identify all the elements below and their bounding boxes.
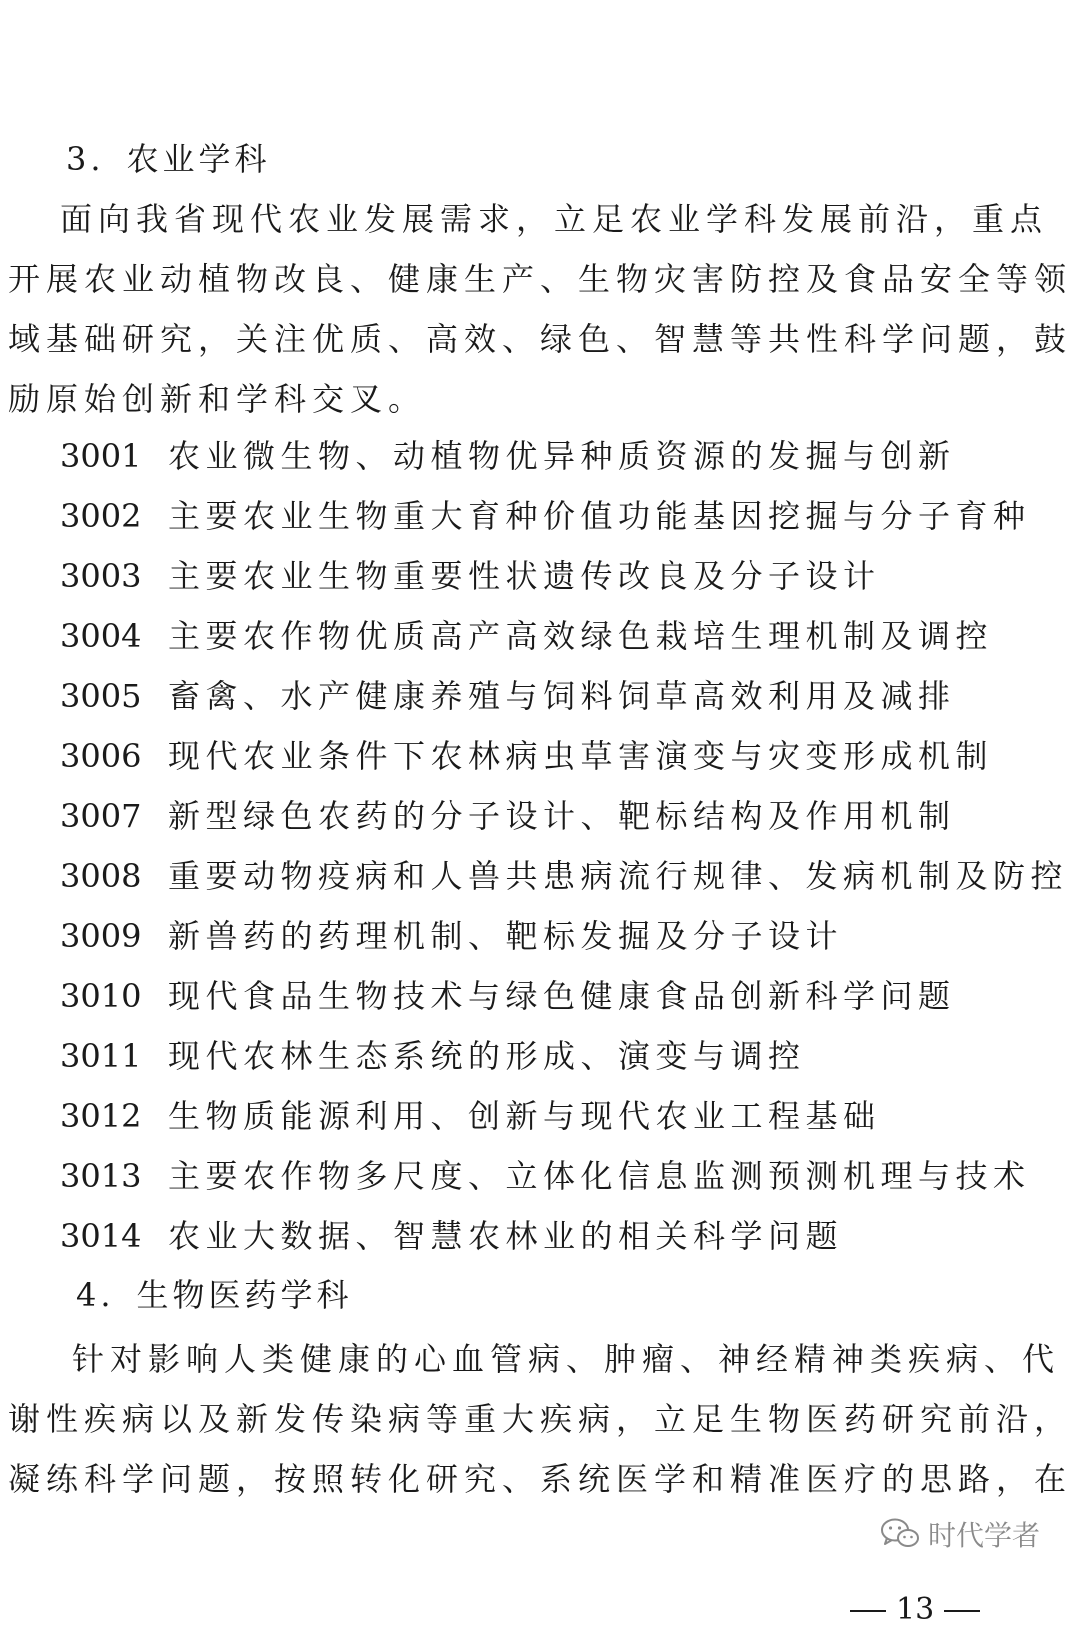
item-code: 3007 (60, 797, 142, 835)
page-number (840, 1592, 990, 1627)
list-item (60, 852, 1068, 900)
item-code: 3012 (60, 1097, 142, 1135)
section-4-paragraph-line: 谢性疾病以及新发传染病等重大疾病，立足生物医药研究前沿， (8, 1400, 1073, 1438)
item-text: 现代食品生物技术与绿色健康食品创新科学问题 (168, 977, 956, 1015)
list-item (60, 792, 956, 840)
page-number-dash-right (944, 1610, 980, 1612)
list-item (60, 1092, 881, 1140)
section-3-paragraph-line: 励原始创新和学科交叉。 (8, 380, 427, 418)
list-item (60, 732, 993, 780)
item-code: 3011 (60, 1037, 142, 1075)
list-item (60, 612, 993, 660)
section-3-paragraph-line: 开展农业动植物改良、健康生产、生物灾害防控及食品安全等领 (8, 260, 1073, 298)
item-text: 畜禽、水产健康养殖与饲料饲草高效利用及减排 (168, 677, 956, 715)
list-item (60, 492, 1031, 540)
section-3-title: 农业学科 (126, 140, 271, 178)
list-item (60, 1152, 1031, 1200)
list-item (60, 1032, 806, 1080)
list-item (60, 672, 956, 720)
item-code: 3014 (60, 1217, 142, 1255)
item-code: 3006 (60, 737, 142, 775)
item-code: 3013 (60, 1157, 142, 1195)
item-code: 3004 (60, 617, 142, 655)
item-text: 主要农业生物重大育种价值功能基因挖掘与分子育种 (168, 497, 1031, 535)
section-4-title: 生物医药学科 (136, 1276, 353, 1314)
item-code: 3005 (60, 677, 142, 715)
item-code: 3002 (60, 497, 142, 535)
item-text: 新兽药的药理机制、靶标发掘及分子设计 (168, 917, 844, 955)
page-number-dash-left (850, 1610, 886, 1612)
item-text: 主要农作物优质高产高效绿色栽培生理机制及调控 (168, 617, 994, 655)
section-4-paragraph-line: 针对影响人类健康的心血管病、肿瘤、神经精神类疾病、代 (72, 1340, 1061, 1378)
item-code: 3001 (60, 437, 142, 475)
item-code: 3010 (60, 977, 142, 1015)
item-code: 3008 (60, 857, 142, 895)
watermark (880, 1512, 1040, 1556)
list-item (60, 1212, 843, 1260)
item-text: 农业大数据、智慧农林业的相关科学问题 (168, 1217, 844, 1255)
section-3-paragraph-line: 面向我省现代农业发展需求，立足农业学科发展前沿，重点 (60, 200, 1049, 238)
item-text: 农业微生物、动植物优异种质资源的发掘与创新 (168, 437, 956, 475)
item-text: 现代农业条件下农林病虫草害演变与灾变形成机制 (168, 737, 994, 775)
list-item (60, 912, 843, 960)
section-4-paragraph-line: 凝练科学问题，按照转化研究、系统医学和精准医疗的思路，在 (8, 1460, 1073, 1498)
section-4-number: 4. (76, 1276, 115, 1314)
item-text: 新型绿色农药的分子设计、靶标结构及作用机制 (168, 797, 956, 835)
item-text: 生物质能源利用、创新与现代农业工程基础 (168, 1097, 881, 1135)
item-text: 主要农作物多尺度、立体化信息监测预测机理与技术 (168, 1157, 1031, 1195)
section-3-paragraph-line: 域基础研究，关注优质、高效、绿色、智慧等共性科学问题，鼓 (8, 320, 1073, 358)
item-text: 现代农林生态系统的形成、演变与调控 (168, 1037, 806, 1075)
page-number-value: 13 (896, 1592, 935, 1627)
list-item (60, 552, 881, 600)
list-item (60, 972, 956, 1020)
list-item (60, 432, 956, 480)
wechat-icon (880, 1517, 920, 1551)
item-code: 3003 (60, 557, 142, 595)
section-3-heading (66, 134, 271, 180)
item-text: 主要农业生物重要性状遗传改良及分子设计 (168, 557, 881, 595)
watermark-text: 时代学者 (928, 1519, 1041, 1552)
item-code: 3009 (60, 917, 142, 955)
section-4-heading (76, 1270, 353, 1316)
item-text: 重要动物疫病和人兽共患病流行规律、发病机制及防控 (168, 857, 1069, 895)
section-3-number: 3. (66, 140, 105, 178)
